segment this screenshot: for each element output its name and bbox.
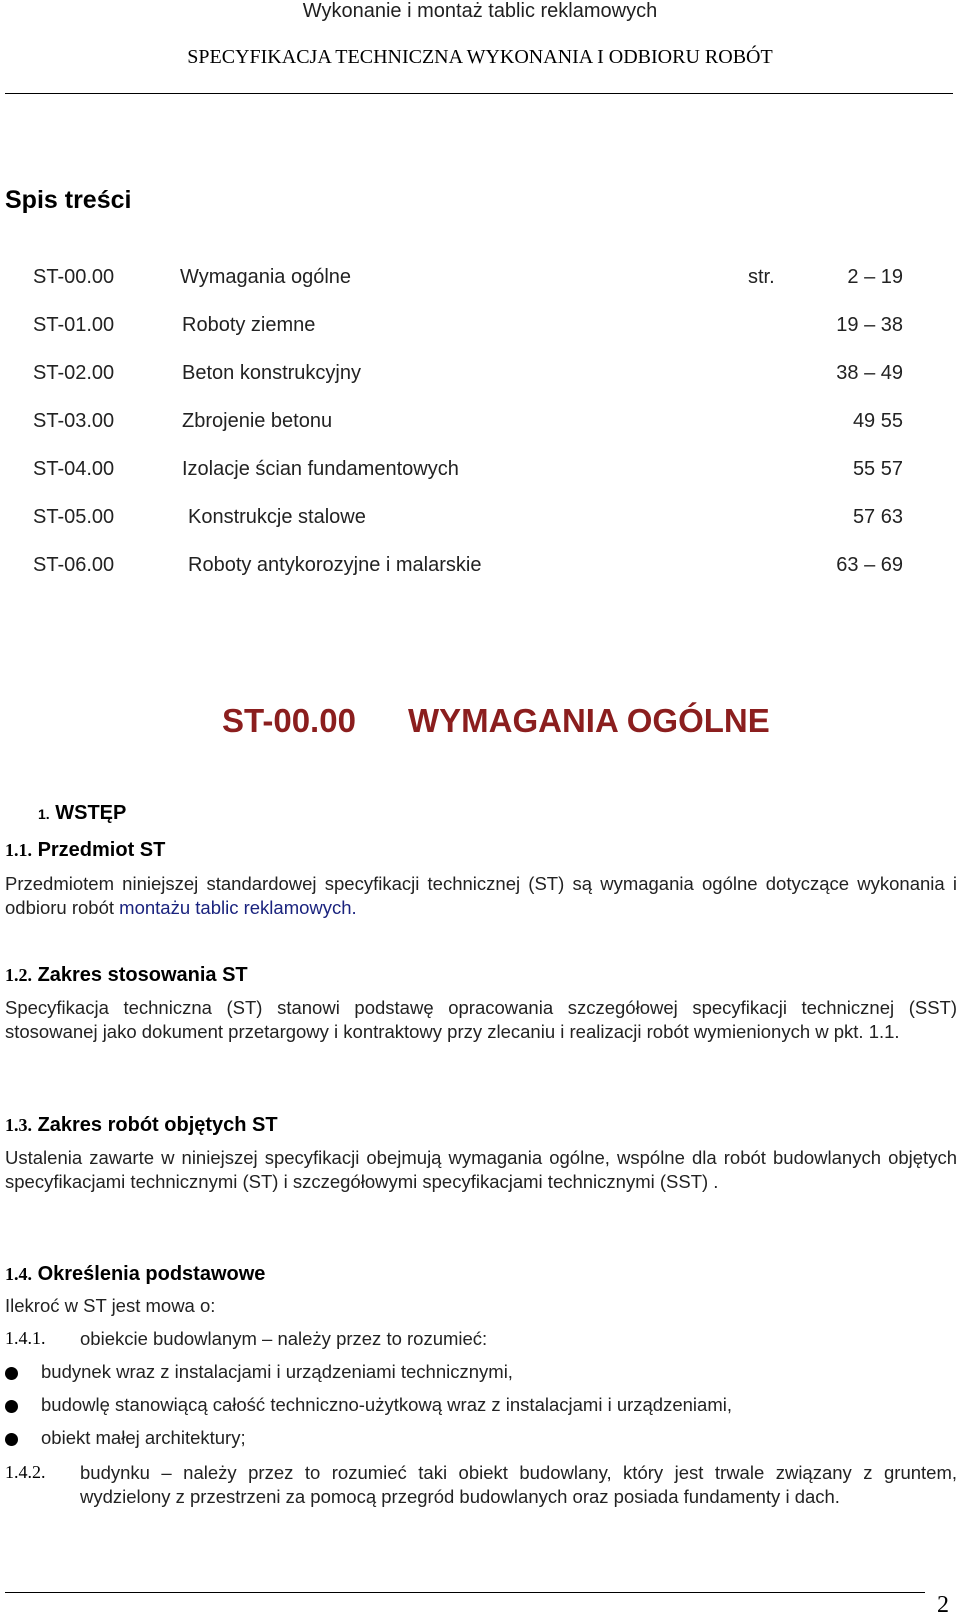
toc-code: ST-00.00 [33, 266, 115, 288]
definition-text: obiekcie budowlanym – należy przez to rozumieć: [80, 1328, 488, 1349]
heading-wstep [38, 802, 126, 825]
section-code: ST-00.00 [222, 702, 356, 739]
heading-number: 1. [38, 806, 50, 822]
toc-code: ST-01.00 [33, 314, 115, 336]
paragraph-1-1 [5, 872, 957, 920]
toc-title: Spis treści [5, 186, 132, 214]
heading-label: WSTĘP [55, 802, 127, 824]
heading-label: Zakres robót objętych ST [37, 1114, 278, 1136]
toc-pages: 63 – 69 [836, 554, 903, 576]
heading-1-1 [5, 839, 165, 862]
toc-pages: 2 – 19 [847, 266, 903, 288]
subject-link-text: montażu tablic reklamowych. [119, 897, 357, 918]
definition-text: budynku – należy przez to rozumieć taki obiekt budowlany, który jest trwale związany z gruntem, wydzielony z przestrzeni za pomocą przegród budowlanych oraz posiada fundamenty i dach. [80, 1462, 957, 1507]
toc-code: ST-05.00 [33, 506, 115, 528]
definition-number: 1.4.1. [5, 1328, 46, 1348]
heading-number: 1.3. [5, 1115, 32, 1135]
heading-label: Określenia podstawowe [37, 1263, 266, 1285]
paragraph-1-4-intro: Ilekroć w ST jest mowa o: [5, 1295, 216, 1316]
heading-1-4 [5, 1263, 265, 1286]
toc-row [33, 266, 903, 296]
toc-entry-title: Konstrukcje stalowe [188, 506, 366, 528]
header-divider [5, 93, 953, 94]
bullet-icon [5, 1433, 18, 1446]
toc-row [33, 410, 903, 440]
toc-entry-title: Roboty ziemne [182, 314, 316, 336]
toc-row [33, 458, 903, 488]
toc-pages: 55 57 [852, 458, 903, 480]
footer-divider [5, 1592, 925, 1593]
heading-1-2 [5, 964, 248, 987]
heading-1-3 [5, 1114, 278, 1137]
header-title: Wykonanie i montaż tablic reklamowych [302, 0, 658, 22]
heading-number: 1.2. [5, 965, 32, 985]
toc-entry-title: Izolacje ścian fundamentowych [182, 458, 459, 480]
heading-label: Przedmiot ST [37, 839, 166, 861]
list-item-text: budynek wraz z instalacjami i urządzeniami technicznymi, [41, 1361, 513, 1382]
toc-pages: 57 63 [852, 506, 903, 528]
bullet-icon [5, 1400, 18, 1413]
heading-number: 1.1. [5, 840, 32, 860]
definition-number: 1.4.2. [5, 1462, 46, 1482]
toc-pages: 38 – 49 [836, 362, 903, 384]
list-item-text: obiekt małej architektury; [41, 1427, 246, 1448]
toc-pages: 49 55 [852, 410, 903, 432]
header-subtitle: SPECYFIKACJA TECHNICZNA WYKONANIA I ODBIORU ROBÓT [187, 46, 773, 68]
toc-code: ST-02.00 [33, 362, 115, 384]
heading-label: Zakres stosowania ST [37, 964, 248, 986]
toc-entry-title: Wymagania ogólne [180, 266, 352, 288]
toc-code: ST-03.00 [33, 410, 115, 432]
section-name: WYMAGANIA OGÓLNE [408, 702, 770, 739]
toc-code: ST-04.00 [33, 458, 115, 480]
toc-entry-title: Zbrojenie betonu [182, 410, 333, 432]
section-title [0, 702, 960, 746]
toc-row [33, 506, 903, 536]
paragraph-text: Przedmiotem niniejszej standardowej specyfikacji technicznej (ST) są wymagania ogólne dotyczące wykonania i odbioru robót [5, 873, 957, 918]
toc-row [33, 314, 903, 344]
toc-entry-title: Roboty antykorozyjne i malarskie [188, 554, 482, 576]
toc-str-label: str. [748, 266, 775, 288]
heading-number: 1.4. [5, 1264, 32, 1284]
paragraph-1-2: Specyfikacja techniczna (ST) stanowi podstawę opracowania szczegółowej specyfikacji technicznej (SST) stosowanej jako dokument przetargowy i kontraktowy przy zlecaniu i realizacji robót wymienionych w pkt. 1.1. [5, 997, 957, 1042]
page-number: 2 [937, 1592, 949, 1618]
toc-pages: 19 – 38 [836, 314, 903, 336]
paragraph-1-3: Ustalenia zawarte w niniejszej specyfikacji obejmują wymagania ogólne, wspólne dla robót budowlanych objętych specyfikacjami technicznymi (ST) i szczegółowymi specyfikacjami technicznymi (SST) . [5, 1147, 957, 1192]
toc-row [33, 362, 903, 392]
toc-entry-title: Beton konstrukcyjny [182, 362, 361, 384]
list-item-text: budowlę stanowiącą całość techniczno-użytkową wraz z instalacjami i urządzeniami, [41, 1394, 732, 1415]
toc-row [33, 554, 903, 584]
bullet-icon [5, 1367, 18, 1380]
toc-code: ST-06.00 [33, 554, 115, 576]
